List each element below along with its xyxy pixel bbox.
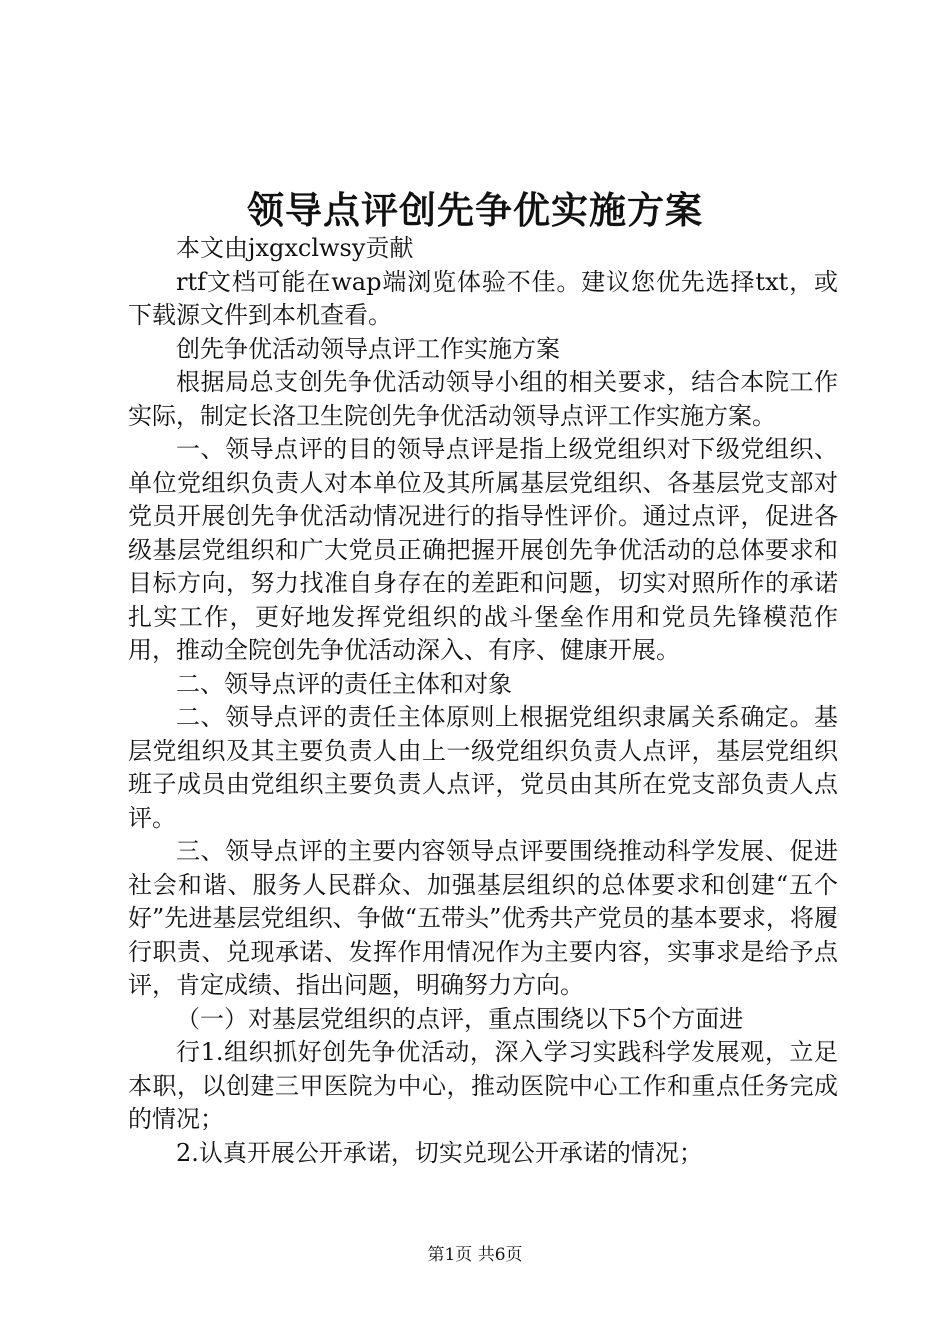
paragraph: 三、领导点评的主要内容领导点评要围绕推动科学发展、促进社会和谐、服务人民群众、加强基层组织的总体要求和创建“五个好”先进基层党组织、争做“五带头”优秀共产党员的基本要求，将履行职责、兑现承诺、发挥作用情况作为主要内容，实事求是给予点评，肯定成绩、指出问题，明确努力方向。 [128, 837, 838, 999]
section-heading: 二、领导点评的责任主体和对象 [176, 669, 512, 698]
document-body [128, 232, 838, 1170]
paragraph: 一、领导点评的目的领导点评是指上级党组织对下级党组织、单位党组织负责人对本单位及其所属基层党组织、各基层党支部对党员开展创先争优活动情况进行的指导性评价。通过点评，促进各级基层党组织和广大党员正确把握开展创先争优活动的总体要求和目标方向，努力找准自身存在的差距和问题，切实对照所作的承诺扎实工作，更好地发挥党组织的战斗堡垒作用和党员先锋模范作用，推动全院创先争优活动深入、有序、健康开展。 [128, 435, 838, 664]
document-title: 领导点评创先争优实施方案 [247, 188, 703, 232]
section-heading: 创先争优活动领导点评工作实施方案 [176, 334, 560, 363]
format-notice: rtf文档可能在wap端浏览体验不佳。建议您优先选择txt，或下载源文件到本机查看。 [128, 267, 838, 329]
paragraph: 行1.组织抓好创先争优活动，深入学习实践科学发展观，立足本职，以创建三甲医院为中心，推动医院中心工作和重点任务完成的情况； [128, 1038, 838, 1133]
paragraph: 二、领导点评的责任主体原则上根据党组织隶属关系确定。基层党组织及其主要负责人由上一级党组织负责人点评，基层党组织班子成员由党组织主要负责人点评，党员由其所在党支部负责人点评。 [128, 703, 838, 832]
paragraph: 2.认真开展公开承诺，切实兑现公开承诺的情况； [176, 1138, 703, 1167]
contributor-line: 本文由jxgxclwsy贡献 [176, 234, 414, 262]
paragraph: 根据局总支创先争优活动领导小组的相关要求，结合本院工作实际，制定长洛卫生院创先争优活动领导点评工作实施方案。 [128, 368, 838, 430]
page-number: 第1页 共6页 [427, 1245, 523, 1265]
paragraph: （一）对基层党组织的点评，重点围绕以下5个方面进 [176, 1004, 744, 1033]
